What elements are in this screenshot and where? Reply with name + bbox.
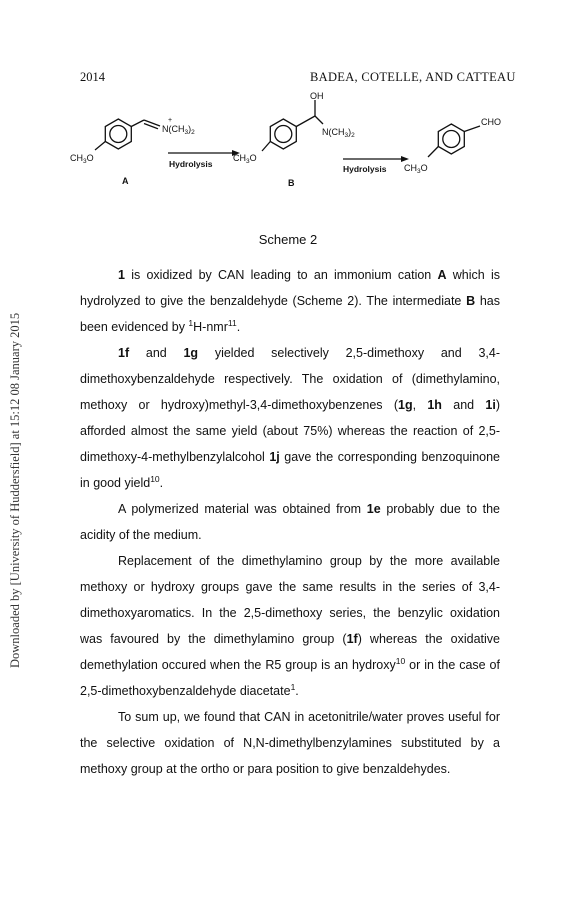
compound-ref: 1h [427, 398, 442, 412]
compound-ref: 1f [118, 346, 130, 360]
watermark-text: Downloaded by [University of Huddersfield] at 15:12 08 January 2015 [8, 312, 22, 668]
compound-a-label: A [122, 176, 129, 186]
compound-a-dimethylamino: $N(CH_3)_2$ [162, 124, 195, 136]
paragraph-1: 1 is oxidized by CAN leading to an immonium cation A which is hydrolyzed to give the benzaldehyde (Scheme 2). The intermediate B has been evidenced by $^1$H-nmr$^{11}$. [80, 268, 500, 334]
compound-b-n-bond [315, 116, 323, 124]
compound-ref: 1j [269, 450, 280, 464]
compound-b-hydroxyl-label: OH [310, 91, 324, 101]
compound-b-label: B [288, 178, 295, 188]
compound-a-methoxy-bond [95, 142, 105, 151]
benzaldehyde-methoxy-bond [428, 147, 438, 158]
citation-ref: 11 [227, 317, 237, 328]
benzaldehyde-benzene-ring [438, 124, 464, 154]
scheme-caption: Scheme 2 [258, 232, 318, 247]
citation-ref: 1 [290, 681, 296, 692]
paragraph-5: To sum up, we found that CAN in acetonitrile/water proves useful for the selective oxidation of N,N-dimethylbenzylamines substituted by a methoxy group at the ortho or para position to give benzaldehydes. [80, 710, 500, 776]
hydrolysis-label-1: Hydrolysis [169, 159, 213, 169]
compound-ref: 1i [485, 398, 496, 412]
benzaldehyde-methoxy-label: $CH_3O$ [404, 163, 428, 175]
iminium-plus-sign: + [168, 117, 173, 124]
compound-a-ring-ch-bond [131, 120, 144, 127]
citation-ref: 10 [150, 473, 160, 484]
arrow-2-head [401, 156, 409, 162]
download-watermark [8, 312, 22, 682]
citation-ref: 10 [395, 655, 406, 666]
compound-ref: B [466, 294, 476, 308]
compound-ref: 1g [183, 346, 199, 360]
compound-a-benzene-ring [105, 119, 131, 149]
compound-ref: 1 [118, 268, 125, 282]
compound-b-ring-ch-bond [296, 116, 315, 127]
compound-b-benzene-ring [270, 119, 296, 149]
compound-ref: 1e [366, 502, 381, 516]
benzaldehyde-cho-bond [464, 126, 480, 132]
superscript: 1 [188, 317, 194, 328]
paragraph-4: Replacement of the dimethylamino group by the more available methoxy or hydroxy groups gave the same results in the series of 3,4-dimethoxyaromatics. In the 2,5-dimethoxy series, the benzylic oxidation was favoured by the dimethylamino group (1f) whereas the oxidative demethylation occured when the R5 group is an hydroxy$^{10}$ or in the case of 2,5-dimethoxybenzaldehyde diacetate$^1$. [80, 554, 500, 698]
paragraph-2: 1f and 1g yielded selectively 2,5-dimethoxy and 3,4-dimethoxybenzaldehyde respectively. The oxidation of (dimethylamino, methoxy or hydroxy)methyl-3,4-dimethoxybenzenes (1g, 1h and 1i) afforded almost the same yield (about 75%) whereas the reaction of 2,5-dimethoxy-4-methylbenzylalcohol 1j gave the corresponding benzoquinone in good yield$^{10}$. [80, 346, 501, 490]
compound-b-dimethylamino: $N(CH_3)_2$ [322, 127, 355, 139]
running-header-authors: BADEA, COTELLE, AND CATTEAU [310, 70, 516, 84]
compound-b-methoxy-bond [262, 142, 270, 152]
compound-ref: 1f [346, 632, 358, 646]
paragraph-3: A polymerized material was obtained from 1e probably due to the acidity of the medium. [80, 502, 500, 542]
compound-ref: 1g [398, 398, 413, 412]
compound-a-methoxy-label: $CH_3O$ [70, 153, 94, 165]
compound-b-methoxy-label: $CH_3O$ [233, 153, 257, 165]
aldehyde-cho-label: CHO [481, 117, 501, 127]
page-number: 2014 [80, 70, 105, 84]
compound-ref: A [437, 268, 447, 282]
reaction-scheme-2 [0, 0, 576, 230]
hydrolysis-label-2: Hydrolysis [343, 164, 387, 174]
